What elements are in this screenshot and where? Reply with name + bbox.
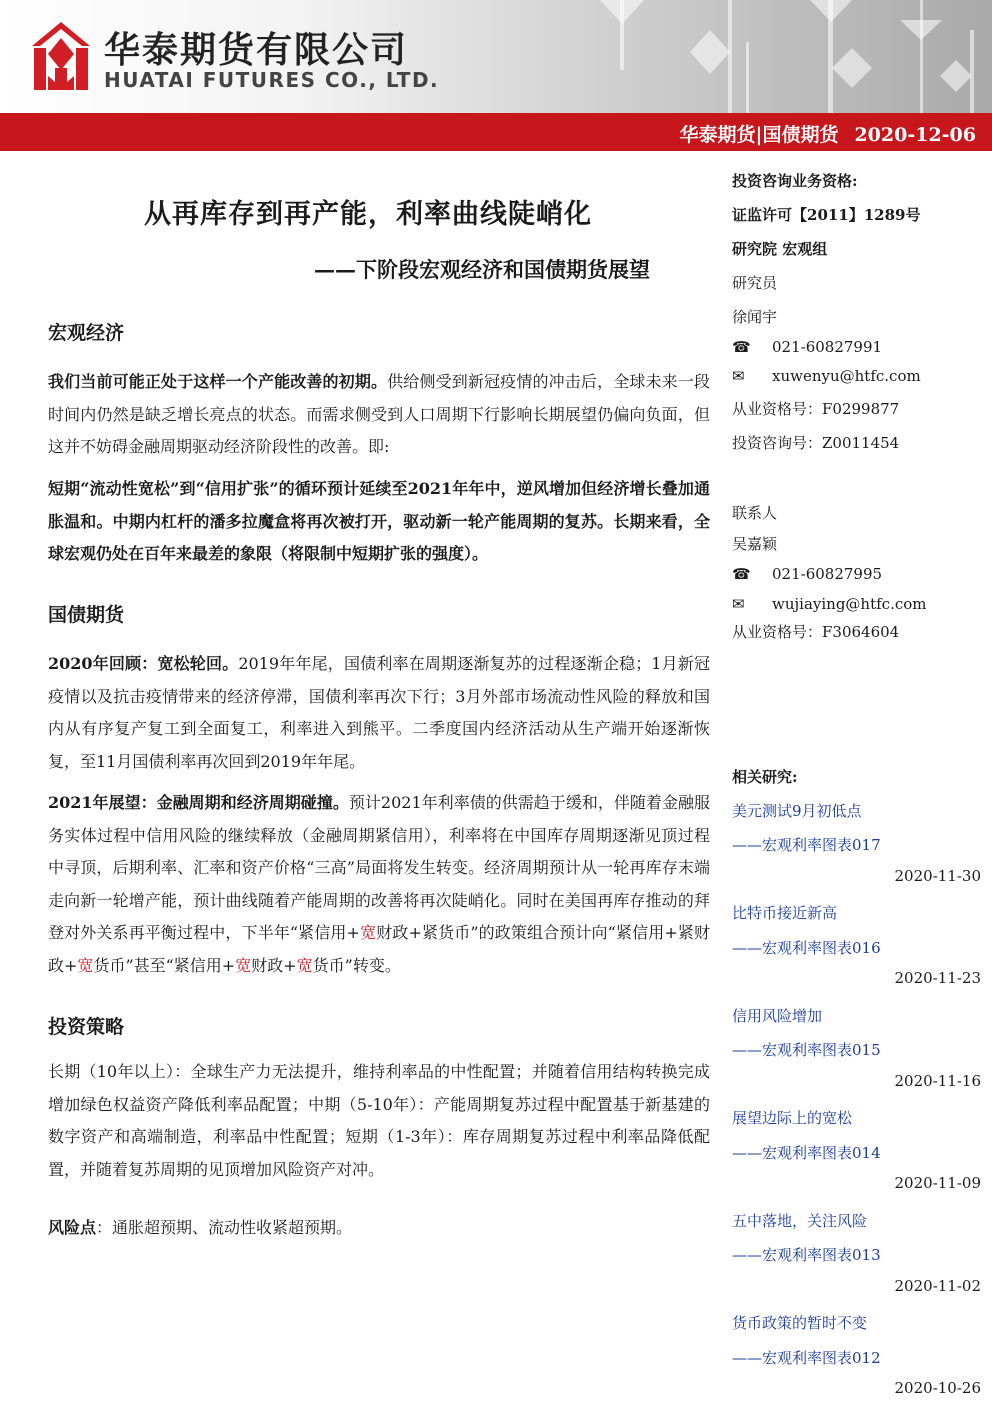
related-item-title[interactable]: 美元测试9月初低点 [732,802,862,820]
related-research-heading: 相关研究: [732,768,798,786]
license-number: 证监许可【2011】1289号 [732,206,921,224]
contact-email[interactable]: wujiaying@htfc.com [772,595,927,613]
related-item-date: 2020-11-23 [894,969,981,987]
contact-phone[interactable]: 021-60827995 [772,565,883,583]
risk-text: ：通胀超预期、流动性收紧超预期。 [96,1218,353,1237]
contact-phone-row [732,565,882,583]
researcher-advisory: 投资咨询号：Z0011454 [732,434,900,452]
risk-label: 风险点 [48,1218,97,1237]
section-heading-strategy: 投资策略 [48,1016,125,1038]
bond-p2-body-2: 财政+紧货币”的政策组合预计向“紧信用+紧财政+ [48,923,710,975]
researcher-name: 徐闻宇 [732,308,778,326]
report-title: 从再库存到再产能，利率曲线陡峭化 [144,199,592,230]
breadcrumb [680,120,976,147]
envelope-icon: ✉ [732,367,745,385]
bond-p2-body-3: 货币”甚至“紧信用+ [93,955,236,975]
phone-icon: ☎ [732,338,751,356]
bond-paragraph-2 [48,787,710,982]
highlight-kuan: 宽 [235,955,252,975]
strategy-paragraph: 长期（10年以上）：全球生产力无法提升，维持利率品的中性配置；并随着信用结构转换完成增加绿色权益资产降低利率品配置；中期（5-10年）：产能周期复苏过程中配置基于新基建的数字资产和高端制造，利率品中性配置；短期（1-3年）：库存周期复苏过程中利率品降低配置，并随着复苏周期的见顶增加风险资产对冲。 [48,1062,710,1179]
researcher-cert: 从业资格号：F0299877 [732,400,900,418]
macro-paragraph-2: 短期“流动性宽松”到“信用扩张”的循环预计延续至2021年年中，逆风增加但经济增长叠加通胀温和。中期内杠杆的潘多拉魔盒将再次被打开，驱动新一轮产能周期的复苏。长期来看，全球宏观仍处在百年来最差的象限（将限制中短期扩张的强度）。 [48,479,710,563]
page-header [0,0,992,113]
company-name-en: HUATAI FUTURES CO., LTD. [104,68,440,92]
related-item-date: 2020-11-30 [894,867,981,885]
section-heading-bond: 国债期货 [48,604,125,626]
bond-p2-lead: 2021年展望：金融周期和经济周期碰撞。 [48,793,349,812]
macro-paragraph-1 [48,366,710,464]
researcher-email-row [732,367,921,385]
contact-email-row [732,595,927,613]
related-item-series[interactable]: ——宏观利率图表017 [732,836,881,854]
huatai-logo-icon [30,20,92,92]
macro-p1-body: 供给侧受到新冠疫情的冲击后，全球未来一段时间内仍然是缺乏增长亮点的状态。而需求侧受到人口周期下行影响长期展望仍偏向负面，但这并不妨碍金融周期驱动经济阶段性的改善。即: [48,372,710,456]
report-subtitle: ——下阶段宏观经济和国债期货展望 [314,257,650,282]
bond-p1-body: 2019年年尾，国债利率在周期逐渐复苏的过程逐渐企稳；1月新冠疫情以及抗击疫情带来的经济停滞，国债利率再次下行；3月外部市场流动性风险的释放和国内从有序复产复工到全面复工，利率进入到熊平。二季度国内经济活动从生产端开始逐渐恢复，至11月国债利率再次回到2019年年尾。 [48,654,710,771]
related-item-series[interactable]: ——宏观利率图表014 [732,1144,881,1162]
contact-role: 联系人 [732,504,778,522]
section-heading-macro: 宏观经济 [48,322,125,344]
highlight-kuan: 宽 [359,923,377,942]
contact-name: 吴嘉颖 [732,535,778,553]
risk-paragraph [48,1212,710,1245]
researcher-role: 研究员 [732,274,778,292]
phone-icon: ☎ [732,565,751,583]
report-date: 2020-12-06 [854,124,976,146]
related-item-date: 2020-11-16 [894,1072,981,1090]
researcher-phone[interactable]: 021-60827991 [772,338,883,356]
institute-name: 研究院 宏观组 [732,240,828,258]
contact-cert: 从业资格号：F3064604 [732,623,900,641]
bond-p2-body-5: 货币”转变。 [312,955,401,975]
researcher-phone-row [732,338,882,356]
related-item-title[interactable]: 货币政策的暂时不变 [732,1314,868,1332]
related-item-series[interactable]: ——宏观利率图表015 [732,1041,881,1059]
breadcrumb-text: 华泰期货|国债期货 [679,124,839,146]
bond-p2-body: 预计2021年利率债的供需趋于缓和，伴随着金融服务实体过程中信用风险的继续释放（金融周期紧信用），利率将在中国库存周期逐渐见顶过程中寻顶，后期利率、汇率和资产价格“三高”局面将发生转变。经济周期预计从一轮再库存末端走向新一轮增产能，预计曲线随着产能周期的改善将再次陡峭化。同时在美国再库存推动的拜登对外关系再平衡过程中，下半年“紧信用+ [48,793,710,942]
qualification-heading: 投资咨询业务资格: [732,172,858,190]
bond-paragraph-1 [48,648,710,778]
bond-p1-lead: 2020年回顾：宽松轮回。 [48,654,239,673]
company-name-cn: 华泰期货有限公司 [104,30,409,71]
related-item-series[interactable]: ——宏观利率图表013 [732,1246,881,1264]
related-item-date: 2020-11-02 [894,1277,981,1295]
macro-p1-lead: 我们当前可能正处于这样一个产能改善的初期。 [48,372,388,391]
highlight-kuan: 宽 [296,955,313,975]
researcher-email[interactable]: xuwenyu@htfc.com [772,367,921,385]
envelope-icon: ✉ [732,595,745,613]
related-item-title[interactable]: 五中落地，关注风险 [732,1212,868,1230]
header-red-bar [0,113,992,151]
related-item-series[interactable]: ——宏观利率图表012 [732,1349,881,1367]
related-item-series[interactable]: ——宏观利率图表016 [732,939,881,957]
related-item-date: 2020-10-26 [894,1379,981,1397]
related-item-date: 2020-11-09 [894,1174,981,1192]
related-item-title[interactable]: 比特币接近新高 [732,904,838,922]
bond-p2-body-4: 财政+ [251,955,297,975]
header-decoration-icon [560,0,992,113]
related-item-title[interactable]: 信用风险增加 [732,1007,823,1025]
related-item-title[interactable]: 展望边际上的宽松 [732,1109,853,1127]
highlight-kuan: 宽 [77,955,94,975]
